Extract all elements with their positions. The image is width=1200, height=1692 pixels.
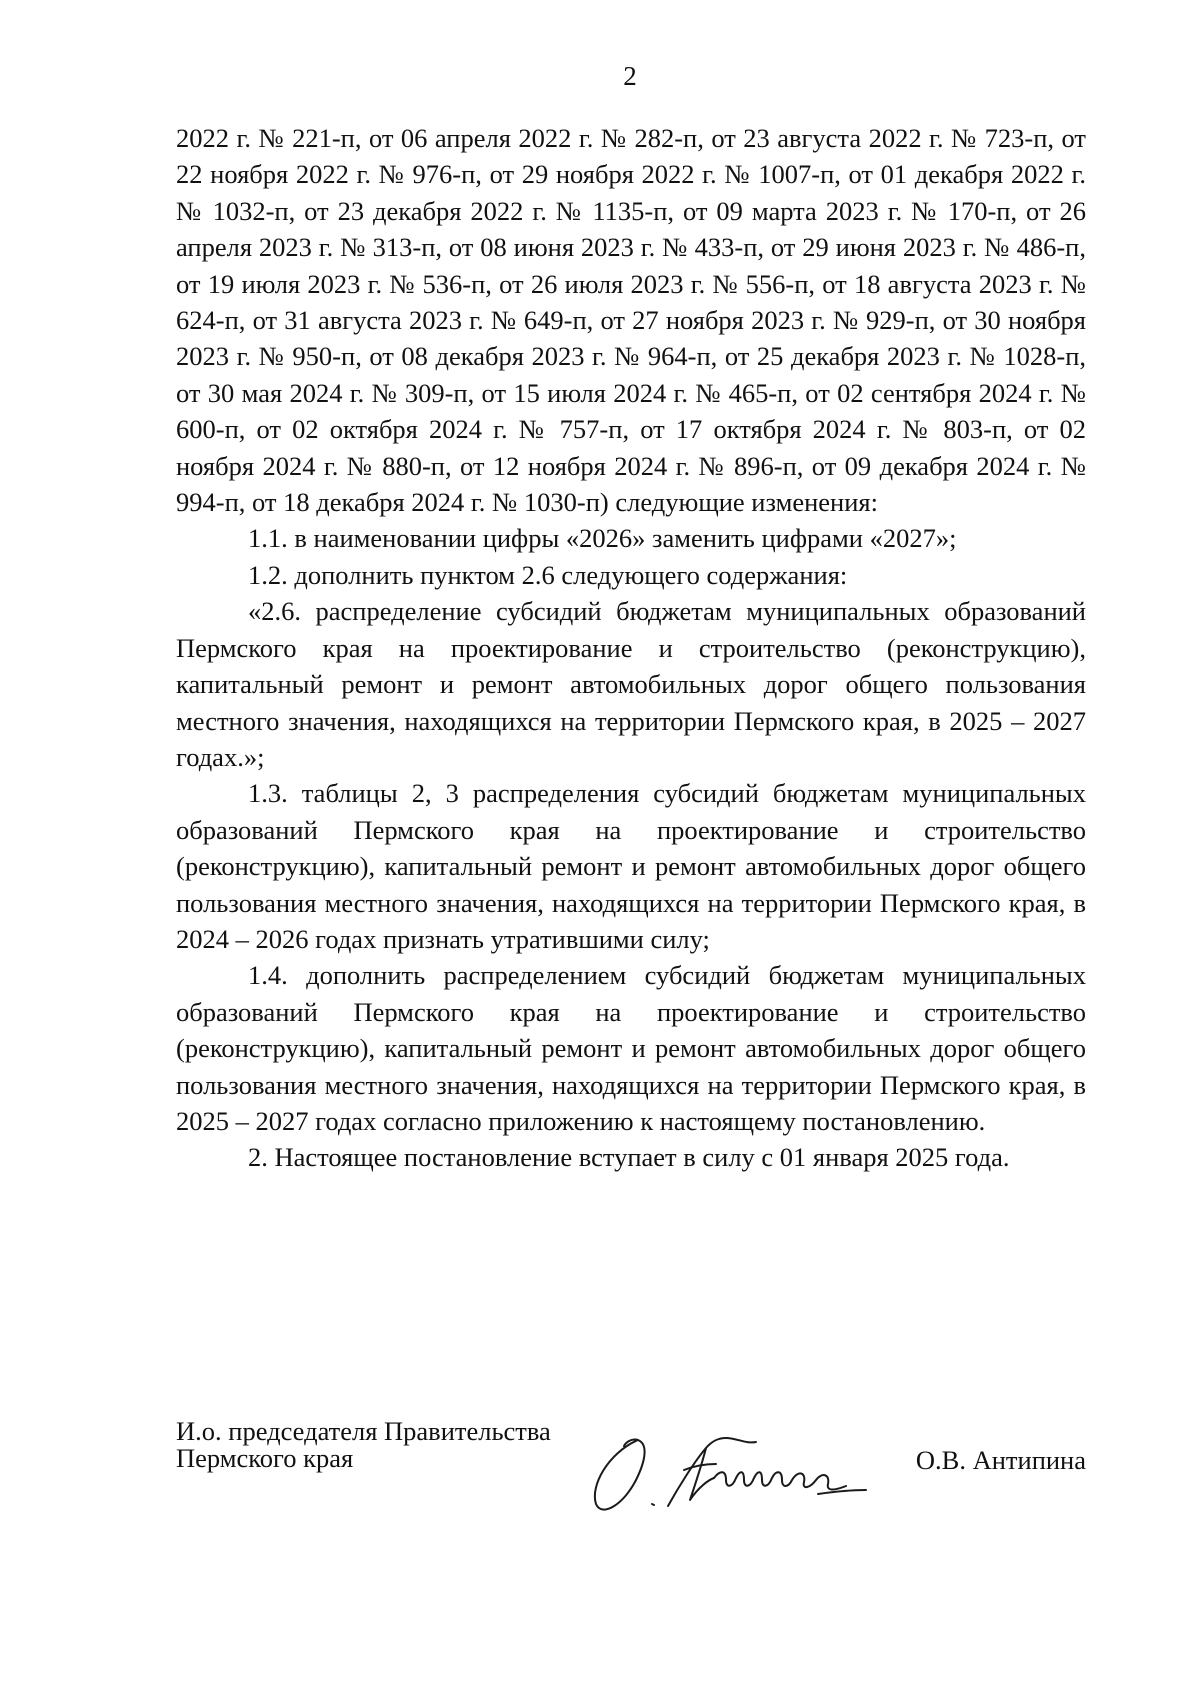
- paragraph-1-1: 1.1. в наименовании цифры «2026» заменить цифрами «2027»;: [248, 523, 957, 554]
- signatory-title-line1: И.о. председателя Правительства: [176, 1416, 551, 1446]
- page-number: 2: [623, 61, 637, 91]
- signatory-name: О.В. Антипина: [915, 1445, 1086, 1475]
- handwritten-signature: [586, 1408, 876, 1518]
- paragraph-2-effective-date: 2. Настоящее постановление вступает в силу с 01 января 2025 года.: [248, 1142, 1010, 1173]
- signature-block: [176, 1418, 1086, 1528]
- paragraph-1-2: 1.2. дополнить пунктом 2.6 следующего содержания:: [248, 559, 848, 590]
- signatory-title-line2: Пермского края: [176, 1443, 354, 1473]
- paragraph-amended-acts-list: 2022 г. № 221-п, от 06 апреля 2022 г. № 282-п, от 23 августа 2022 г. № 723-п, от 22 ноября 2022 г. № 976-п, от 29 ноября 2022 г. № 1007-п, от 01 декабря 2022 г. № 1032-п, от 23 декабря 2022 г. № 1135-п, от 09 марта 2023 г. № 170-п, от 26 апреля 2023 г. № 313-п, от 08 июня 2023 г. № 433-п, от 29 июня 2023 г. № 486-п, от 19 июля 2023 г. № 536-п, от 26 июля 2023 г. № 556-п, от 18 августа 2023 г. № 624-п, от 31 августа 2023 г. № 649-п, от 27 ноября 2023 г. № 929-п, от 30 ноября 2023 г. № 950-п, от 08 декабря 2023 г. № 964-п, от 25 декабря 2023 г. № 1028-п, от 30 мая 2024 г. № 309-п, от 15 июля 2024 г. № 465-п, от 02 сентября 2024 г. № 600-п, от 02 октября 2024 г. № 757-п, от 17 октября 2024 г. № 803-п, от 02 ноября 2024 г. № 880-п, от 12 ноября 2024 г. № 896-п, от 09 декабря 2024 г. № 994-п, от 18 декабря 2024 г. № 1030-п) следующие изменения:: [176, 123, 1086, 518]
- paragraph-1-3: 1.3. таблицы 2, 3 распределения субсидий бюджетам муниципальных образований Пермского края на проектирование и строительство (реконструкцию), капитальный ремонт и ремонт автомобильных дорог общего пользования местного значения, находящихся на территории Пермского края, в 2024 – 2026 годах признать утратившими силу;: [176, 778, 1086, 954]
- document-body: [176, 120, 1086, 1176]
- paragraph-2-6-quote: «2.6. распределение субсидий бюджетам муниципальных образований Пермского края на проектирование и строительство (реконструкцию), капитальный ремонт и ремонт автомобильных дорог общего пользования местного значения, находящихся на территории Пермского края, в 2025 – 2027 годах.»;: [176, 596, 1086, 772]
- signatory-title: [176, 1418, 551, 1472]
- paragraph-1-4: 1.4. дополнить распределением субсидий бюджетам муниципальных образований Пермского края на проектирование и строительство (реконструкцию), капитальный ремонт и ремонт автомобильных дорог общего пользования местного значения, находящихся на территории Пермского края, в 2025 – 2027 годах согласно приложению к настоящему постановлению.: [176, 960, 1086, 1136]
